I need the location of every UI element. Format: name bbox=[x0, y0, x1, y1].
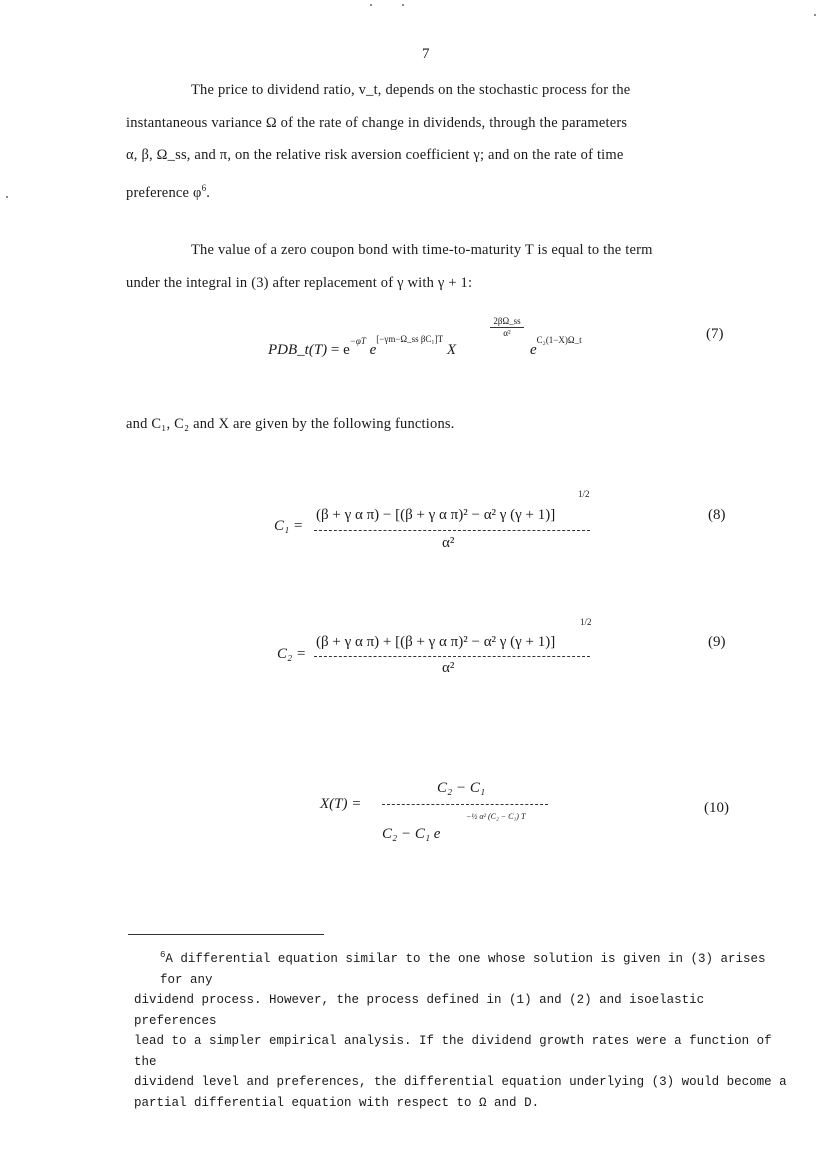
footnote-text: A differential equation similar to the one whose solution is given in (3) arises for any bbox=[160, 952, 766, 987]
eq9-denominator: α² bbox=[442, 660, 455, 676]
eq7-term: e bbox=[369, 342, 377, 358]
eq9-power: 1/2 bbox=[580, 617, 592, 627]
scan-speck bbox=[6, 196, 8, 198]
scan-speck bbox=[814, 14, 816, 16]
eq8-denominator: α² bbox=[442, 535, 455, 551]
scan-speck bbox=[402, 4, 404, 6]
footnote-marker: 6 bbox=[160, 950, 166, 960]
eq10-denominator: C₂ − C₁ e bbox=[382, 826, 441, 842]
footnote-rule bbox=[128, 934, 324, 935]
fraction-bar bbox=[314, 530, 590, 531]
paragraph-line: under the integral in (3) after replacement of γ with γ + 1: bbox=[126, 274, 473, 291]
eq10-exponent: −½ α² (C₂ − C₁) T bbox=[466, 812, 526, 821]
equation-label: (7) bbox=[706, 326, 724, 342]
eq10-lhs: X(T) = bbox=[320, 796, 362, 812]
eq10-numerator: C₂ − C₁ bbox=[437, 780, 486, 796]
eq7-term: e bbox=[530, 342, 537, 358]
equation-label: (8) bbox=[708, 507, 726, 523]
paragraph-zero-coupon bbox=[126, 234, 726, 299]
scan-speck bbox=[370, 4, 372, 6]
paragraph-line: The value of a zero coupon bond with time-to-maturity T is equal to the term bbox=[191, 242, 653, 258]
footnote-line: lead to a simpler empirical analysis. If the dividend growth rates were a function of the bbox=[134, 1034, 772, 1069]
eq7-power-denominator: α² bbox=[490, 327, 524, 338]
paragraph-price-dividend bbox=[126, 74, 726, 209]
text-span: . bbox=[206, 184, 211, 201]
fraction-bar bbox=[382, 804, 548, 805]
eq8-numerator: (β + γ α π) − [(β + γ α π)² − α² γ (γ + 1)] bbox=[316, 507, 556, 523]
eq8-lhs: C₁ = bbox=[274, 518, 304, 534]
equation-label: (9) bbox=[708, 634, 726, 650]
eq7-term: X bbox=[446, 342, 456, 358]
eq8-power: 1/2 bbox=[578, 489, 590, 499]
eq7-term: = e bbox=[330, 342, 350, 358]
paragraph-line: The price to dividend ratio, v_t, depends on the stochastic process for the bbox=[191, 82, 631, 98]
eq9-numerator: (β + γ α π) + [(β + γ α π)² − α² γ (γ + 1)] bbox=[316, 634, 556, 650]
text-span: preference φ bbox=[126, 184, 202, 201]
paragraph-line: and C₁, C₂ and X are given by the following functions. bbox=[126, 416, 455, 432]
eq7-tail bbox=[530, 335, 582, 359]
footnote bbox=[134, 945, 794, 1113]
eq7-lhs: PDB_t(T) bbox=[268, 342, 328, 358]
eq7-exponent: [−γm−Ω_ss βC₁]T bbox=[376, 334, 444, 344]
paragraph-line: instantaneous variance Ω of the rate of change in dividends, through the parameters bbox=[126, 114, 628, 131]
eq7-exponent: −φT bbox=[349, 336, 366, 346]
eq9-lhs: C₂ = bbox=[277, 646, 307, 662]
equation-label: (10) bbox=[704, 800, 729, 816]
footnote-line: partial differential equation with respect to Ω and D. bbox=[134, 1095, 540, 1110]
footnote-marker: 6 bbox=[201, 182, 207, 193]
page-number: 7 bbox=[422, 46, 430, 62]
footnote-line bbox=[134, 945, 794, 990]
eq7-power-numerator: 2βΩ_ss bbox=[493, 316, 521, 326]
eq7-power-fraction bbox=[490, 316, 524, 338]
footnote-line: dividend process. However, the process defined in (1) and (2) and isoelastic preferences bbox=[134, 993, 705, 1028]
footnote-line: dividend level and preferences, the differential equation underlying (3) would become a bbox=[134, 1075, 787, 1090]
paragraph-functions bbox=[126, 408, 726, 441]
eq7-exponent: C₂(1−X)Ω_t bbox=[536, 335, 582, 345]
paragraph-line bbox=[126, 172, 726, 209]
fraction-bar bbox=[314, 656, 590, 657]
paragraph-line: α, β, Ω_ss, and π, on the relative risk aversion coefficient γ; and on the rate of time bbox=[126, 147, 624, 163]
